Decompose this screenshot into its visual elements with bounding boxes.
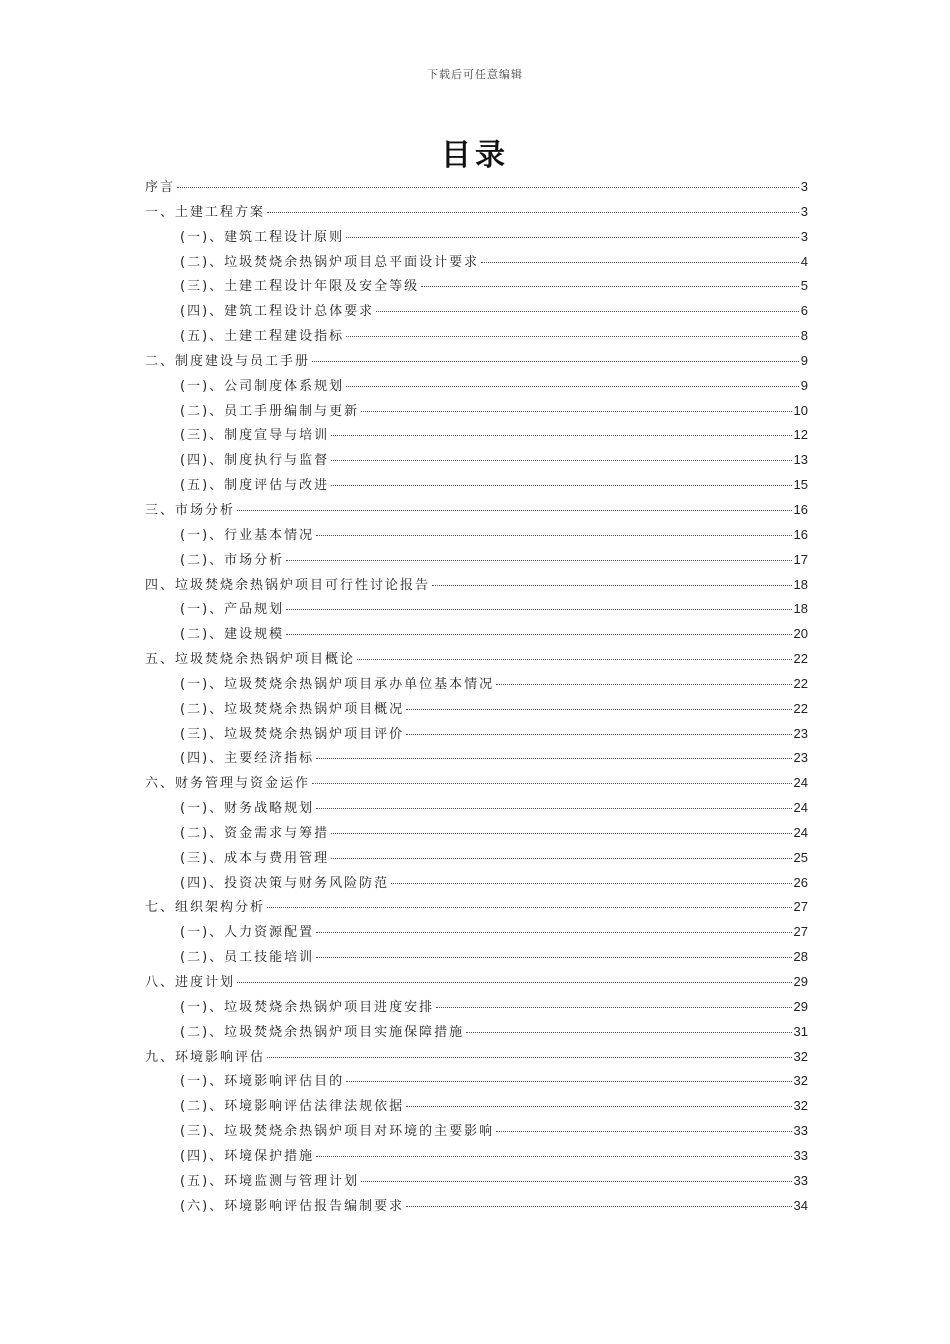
toc-section-entry[interactable] [145,1069,808,1094]
toc-page-number: 28 [793,949,808,965]
toc-page-number: 12 [793,427,808,443]
toc-page-number: 17 [793,551,808,567]
toc-entry-label: 六、财务管理与资金运作 [145,776,311,792]
toc-page-number: 16 [793,526,808,542]
toc-entry-label: (三)、成本与费用管理 [180,850,330,866]
dot-leader [406,1106,791,1107]
toc-page-number: 18 [793,601,808,617]
toc-entry-label: (一)、建筑工程设计原则 [180,229,345,245]
toc-entry-label: (二)、员工技能培训 [180,950,315,966]
toc-page-number: 20 [793,626,808,642]
toc-entry-label: (三)、垃圾焚烧余热锅炉项目评价 [180,726,405,742]
toc-section-entry[interactable] [145,871,808,896]
toc-section-entry[interactable] [145,225,808,250]
toc-entry-label: (三)、土建工程设计年限及安全等级 [180,279,420,295]
toc-chapter-entry[interactable] [145,970,808,995]
toc-page-number: 27 [793,924,808,940]
dot-leader [346,237,799,238]
dot-leader [376,311,799,312]
dot-leader [406,709,791,710]
toc-entry-label: (一)、行业基本情况 [180,527,315,543]
dot-leader [237,510,792,511]
toc-chapter-entry[interactable] [145,573,808,598]
toc-chapter-entry[interactable] [145,771,808,796]
toc-page-number: 3 [800,228,808,244]
toc-page-number: 33 [793,1123,808,1139]
dot-leader [316,957,791,958]
toc-page-number: 29 [793,974,808,989]
toc-chapter-entry[interactable] [145,349,808,374]
toc-section-entry[interactable] [145,697,808,722]
toc-entry-label: (四)、主要经济指标 [180,751,315,767]
toc-page-number: 33 [793,1172,808,1188]
toc-entry-label: (二)、垃圾焚烧余热锅炉项目实施保障措施 [180,1024,465,1040]
toc-section-entry[interactable] [145,1020,808,1045]
toc-section-entry[interactable] [145,1094,808,1119]
toc-chapter-entry[interactable] [145,200,808,225]
dot-leader [421,286,799,287]
dot-leader [286,609,791,610]
dot-leader [406,734,791,735]
toc-chapter-entry[interactable] [145,895,808,920]
toc-page-number: 27 [793,899,808,915]
toc-page-number: 24 [793,800,808,816]
dot-leader [316,808,791,809]
toc-entry-label: (一)、垃圾焚烧余热锅炉项目承办单位基本情况 [180,676,495,692]
dot-leader [346,386,799,387]
toc-chapter-entry[interactable] [145,1045,808,1070]
toc-section-entry[interactable] [145,299,808,324]
toc-entry-label: (一)、公司制度体系规划 [180,378,345,394]
toc-page-number: 33 [793,1147,808,1163]
toc-page-number: 31 [793,1023,808,1039]
toc-section-entry[interactable] [145,324,808,349]
toc-page-number: 9 [800,377,808,393]
dot-leader [432,585,792,586]
toc-section-entry[interactable] [145,473,808,498]
toc-page-number: 8 [800,328,808,344]
dot-leader [361,411,791,412]
dot-leader [361,1181,791,1182]
toc-entry-label: (二)、资金需求与筹措 [180,825,330,841]
toc-page-number: 4 [800,253,808,269]
toc-page-number: 18 [793,576,808,592]
toc-entry-label: (四)、建筑工程设计总体要求 [180,304,375,320]
toc-page-number: 25 [793,849,808,865]
toc-page-number: 32 [793,1048,808,1064]
dot-leader [312,783,792,784]
toc-section-entry[interactable] [145,523,808,548]
toc-section-entry[interactable] [145,722,808,747]
toc-page-number: 6 [800,303,808,319]
toc-section-entry[interactable] [145,423,808,448]
toc-section-entry[interactable] [145,1144,808,1169]
dot-leader [406,1206,791,1207]
toc-page-number: 10 [793,402,808,418]
dot-leader [267,212,799,213]
toc-entry-label: (四)、投资决策与财务风险防范 [180,875,390,891]
toc-entry-label: (三)、垃圾焚烧余热锅炉项目对环境的主要影响 [180,1124,495,1140]
toc-section-entry[interactable] [145,1194,808,1219]
toc-entry-label: (四)、环境保护措施 [180,1148,315,1164]
dot-leader [481,262,799,263]
toc-page-number: 23 [793,725,808,741]
dot-leader [286,634,791,635]
toc-section-entry[interactable] [145,920,808,945]
toc-section-entry[interactable] [145,548,808,573]
dot-leader [312,361,799,362]
toc-entry-label: (五)、环境监测与管理计划 [180,1173,360,1189]
toc-page-number: 9 [800,352,808,368]
header-note: 下载后可任意编辑 [427,68,523,81]
toc-entry-label: 八、进度计划 [145,975,236,990]
toc-section-entry[interactable] [145,672,808,697]
dot-leader [496,1131,791,1132]
dot-leader [391,883,791,884]
toc-section-entry[interactable] [145,622,808,647]
toc-section-entry[interactable] [145,597,808,622]
toc-entry-label: (二)、垃圾焚烧余热锅炉项目总平面设计要求 [180,254,480,270]
page-title: 目录 [441,138,509,173]
dot-leader [496,684,791,685]
toc-entry-label: (二)、环境影响评估法律法规依据 [180,1099,405,1115]
toc-page-number: 34 [793,1197,808,1213]
toc-entry-label: (一)、财务战略规划 [180,801,315,817]
toc-entry-label: (二)、建设规模 [180,627,285,643]
toc-entry-label: (一)、人力资源配置 [180,925,315,941]
toc-page-number: 15 [793,477,808,493]
toc-page-number: 23 [793,750,808,766]
toc-entry-label: (二)、员工手册编制与更新 [180,403,360,419]
toc-entry-label: (五)、制度评估与改进 [180,478,330,494]
toc-entry-label: 一、土建工程方案 [145,204,266,220]
dot-leader [316,758,791,759]
toc-section-entry[interactable] [145,945,808,970]
toc-page-number: 24 [793,824,808,840]
dot-leader [466,1032,791,1033]
dot-leader [286,560,791,561]
dot-leader [331,485,791,486]
toc-section-entry[interactable] [145,846,808,871]
toc-section-entry[interactable] [145,746,808,771]
toc-entry-label: (二)、市场分析 [180,552,285,568]
toc-section-entry[interactable] [145,1119,808,1144]
toc-page-number: 26 [793,874,808,890]
toc-entry-label: (一)、环境影响评估目的 [180,1074,345,1090]
toc-entry-label: 九、环境影响评估 [145,1049,266,1065]
toc-page-number: 22 [793,700,808,716]
toc-entry-label: 五、垃圾焚烧余热锅炉项目概论 [145,652,356,668]
toc-page-number: 3 [800,179,808,194]
dot-leader [331,833,791,834]
toc-section-entry[interactable] [145,995,808,1020]
toc-entry-label: (六)、环境影响评估报告编制要求 [180,1198,405,1214]
dot-leader [267,1057,792,1058]
toc-chapter-entry[interactable] [145,498,808,523]
dot-leader [346,336,799,337]
toc-entry-label: 七、组织架构分析 [145,900,266,916]
dot-leader [436,1007,791,1008]
dot-leader [267,907,792,908]
toc-section-entry[interactable] [145,796,808,821]
toc-page-number: 32 [793,1073,808,1089]
toc-page-number: 24 [793,775,808,791]
toc-section-entry[interactable] [145,374,808,399]
table-of-contents [145,175,808,1218]
dot-leader [316,932,791,933]
toc-entry-label: (二)、垃圾焚烧余热锅炉项目概况 [180,701,405,717]
toc-entry-label: 二、制度建设与员工手册 [145,353,311,369]
toc-entry-label: 四、垃圾焚烧余热锅炉项目可行性讨论报告 [145,577,431,593]
dot-leader [331,460,791,461]
dot-leader [331,435,791,436]
toc-entry-label: 序言 [145,180,176,195]
toc-entry-label: (五)、土建工程建设指标 [180,329,345,345]
dot-leader [237,982,792,983]
toc-entry-label: (三)、制度宣导与培训 [180,428,330,444]
dot-leader [331,858,791,859]
toc-section-entry[interactable] [145,399,808,424]
dot-leader [177,187,799,188]
toc-section-entry[interactable] [145,448,808,473]
toc-page-number: 22 [793,651,808,667]
toc-page-number: 22 [793,675,808,691]
toc-page-number: 29 [793,998,808,1014]
toc-entry-label: (一)、产品规划 [180,602,285,618]
dot-leader [316,535,791,536]
toc-page-number: 3 [800,203,808,219]
toc-chapter-entry[interactable] [145,647,808,672]
toc-page-number: 13 [793,452,808,468]
toc-page-number: 5 [800,278,808,294]
dot-leader [316,1156,791,1157]
toc-chapter-entry[interactable] [145,175,808,200]
toc-section-entry[interactable] [145,821,808,846]
toc-section-entry[interactable] [145,274,808,299]
toc-section-entry[interactable] [145,250,808,275]
toc-section-entry[interactable] [145,1169,808,1194]
toc-entry-label: (一)、垃圾焚烧余热锅炉项目进度安排 [180,999,435,1015]
toc-entry-label: 三、市场分析 [145,502,236,518]
toc-entry-label: (四)、制度执行与监督 [180,453,330,469]
toc-page-number: 32 [793,1098,808,1114]
toc-page-number: 16 [793,501,808,517]
dot-leader [357,659,792,660]
dot-leader [346,1081,791,1082]
